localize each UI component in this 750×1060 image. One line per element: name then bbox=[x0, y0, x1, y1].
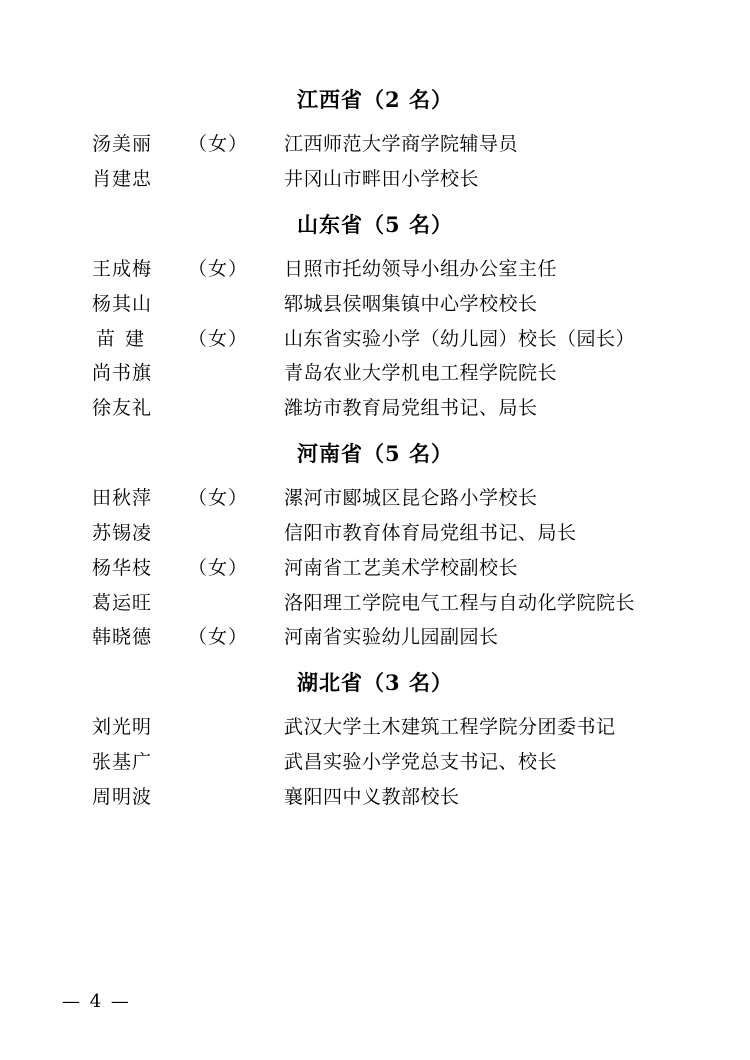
section-henan bbox=[70, 426, 680, 655]
entry-title: 武昌实验小学党总支书记、校长 bbox=[284, 751, 558, 774]
entry-name: 田秋萍 bbox=[92, 487, 153, 510]
section-heading: 河南省（5 名） bbox=[297, 440, 453, 466]
list-item bbox=[70, 162, 680, 197]
entry-list bbox=[70, 481, 680, 655]
entry-title: 山东省实验小学（幼儿园）校长（园长） bbox=[284, 327, 636, 350]
entry-gender: （女） bbox=[188, 556, 249, 579]
entry-name: 杨华枝 bbox=[92, 556, 153, 579]
entry-title: 襄阳四中义教部校长 bbox=[284, 785, 460, 808]
section-jiangxi bbox=[70, 72, 680, 197]
entry-name: 周明波 bbox=[92, 785, 153, 808]
entry-title: 郓城县侯咽集镇中心学校校长 bbox=[284, 292, 538, 315]
entry-gender: （女） bbox=[188, 258, 249, 281]
entry-title: 河南省实验幼儿园副园长 bbox=[284, 626, 499, 649]
entry-title: 井冈山市畔田小学校长 bbox=[284, 168, 480, 191]
entry-name: 张基广 bbox=[92, 751, 153, 774]
entry-title: 青岛农业大学机电工程学院院长 bbox=[284, 362, 558, 385]
list-item bbox=[70, 620, 680, 655]
list-item bbox=[70, 551, 680, 586]
entry-name: 韩晓德 bbox=[92, 626, 153, 649]
entry-title: 日照市托幼领导小组办公室主任 bbox=[284, 258, 558, 281]
entry-gender: （女） bbox=[188, 626, 249, 649]
entry-title: 漯河市郾城区昆仑路小学校长 bbox=[284, 487, 538, 510]
list-item bbox=[70, 252, 680, 287]
entry-name: 尚书旗 bbox=[92, 362, 153, 385]
list-item bbox=[70, 356, 680, 391]
entry-title: 河南省工艺美术学校副校长 bbox=[284, 556, 519, 579]
entry-list bbox=[70, 252, 680, 426]
entry-title: 武汉大学土木建筑工程学院分团委书记 bbox=[284, 716, 616, 739]
section-hubei bbox=[70, 655, 680, 815]
entry-name: 苏锡凌 bbox=[92, 522, 153, 545]
entry-title: 潍坊市教育局党组书记、局长 bbox=[284, 397, 538, 420]
entry-name: 苗建 bbox=[96, 327, 155, 350]
list-item bbox=[70, 391, 680, 426]
entry-gender: （女） bbox=[188, 327, 249, 350]
entry-gender: （女） bbox=[188, 487, 249, 510]
list-item bbox=[70, 516, 680, 551]
list-item bbox=[70, 322, 680, 357]
entry-list bbox=[70, 710, 680, 814]
entry-name: 葛运旺 bbox=[92, 591, 153, 614]
entry-title: 洛阳理工学院电气工程与自动化学院院长 bbox=[284, 591, 636, 614]
section-heading: 江西省（2 名） bbox=[297, 87, 453, 112]
list-item bbox=[70, 586, 680, 621]
list-item bbox=[70, 780, 680, 815]
section-heading: 山东省（5 名） bbox=[297, 211, 453, 237]
entry-title: 信阳市教育体育局党组书记、局长 bbox=[284, 522, 577, 545]
entry-list bbox=[70, 127, 680, 197]
list-item bbox=[70, 287, 680, 322]
entry-name: 杨其山 bbox=[92, 292, 153, 315]
list-item bbox=[70, 481, 680, 516]
entry-name: 刘光明 bbox=[92, 716, 153, 739]
section-shandong bbox=[70, 197, 680, 426]
entry-name: 徐友礼 bbox=[92, 397, 153, 420]
list-item bbox=[70, 745, 680, 780]
entry-name: 肖建忠 bbox=[92, 168, 153, 191]
list-item bbox=[70, 710, 680, 745]
entry-gender: （女） bbox=[188, 133, 249, 156]
entry-name: 汤美丽 bbox=[92, 133, 153, 156]
list-item bbox=[70, 127, 680, 162]
page-number: — 4 — bbox=[62, 991, 131, 1012]
entry-name: 王成梅 bbox=[92, 258, 153, 281]
section-heading: 湖北省（3 名） bbox=[297, 670, 453, 696]
entry-title: 江西师范大学商学院辅导员 bbox=[284, 133, 519, 156]
